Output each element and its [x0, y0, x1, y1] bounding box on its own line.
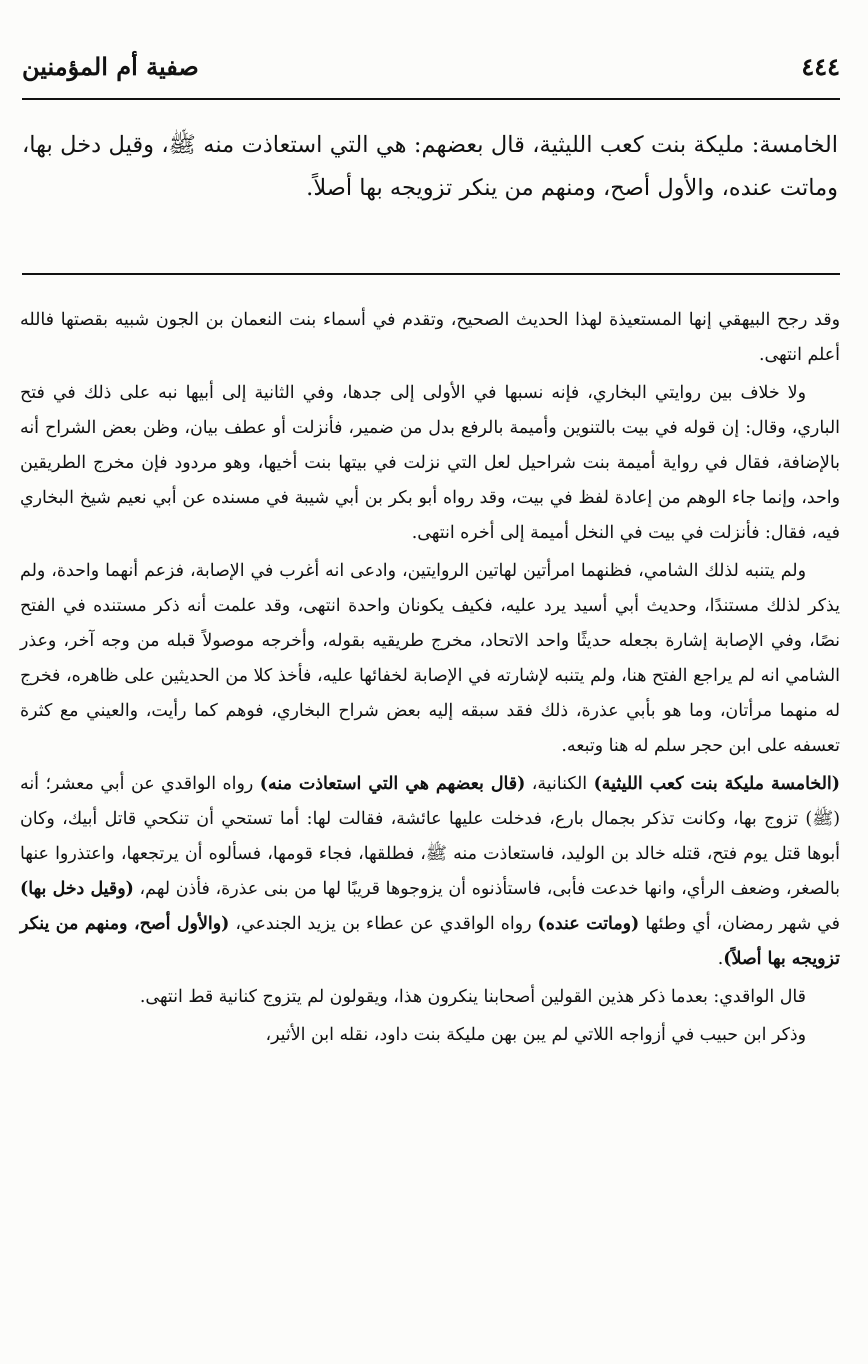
header-rule — [22, 98, 840, 100]
commentary — [20, 303, 840, 1056]
quoted-matn: (وماتت عنده) — [537, 914, 640, 934]
quoted-matn: (قال بعضهم هي التي استعاذت منه) — [259, 774, 526, 794]
commentary-text: . — [717, 949, 724, 969]
commentary-paragraph-quoted — [20, 767, 840, 977]
running-title: صفية أم المؤمنين — [22, 51, 199, 81]
commentary-text: رواه الواقدي عن عطاء بن يزيد الجندعي، — [229, 914, 538, 934]
commentary-paragraph: ولم يتنبه لذلك الشامي، فظنهما امرأتين لهاتين الروايتين، وادعى انه أغرب في الإصابة، فزعم أنهما واحدة، ولم يذكر لذلك مستندًا، وحديث أبي أسيد يرد عليه، فكيف يكونان واحدة انتهى، وقد علمت أنه ذكر مستنده في الفتح نصًا، وفي الإصابة إشارة بجعله حديثًا واحد الاتحاد، مخرج طريقيه بقوله، وأخرجه موصولاً قبله من وجه آخر، وعذر الشامي انه لم يراجع الفتح هنا، ولم يتنبه لإشارته في الإصابة لخفائها عليه، فأخذ كلا من الحديثين على ظاهره، فخرج له منهما مرأتان، وما هو بأبي عذرة، ذلك فقد سبقه إليه بعض شراح البخاري، فوهم كما رأيت، والعيني مع كثرة تعسفه على ابن حجر سلم له هنا وتبعه. — [20, 561, 840, 756]
commentary-paragraph: قال الواقدي: بعدما ذكر هذين القولين أصحابنا ينكرون هذا، ويقولون لم يتزوج كنانية قط انتهى. — [139, 987, 806, 1007]
commentary-text: الكنانية، — [525, 774, 594, 794]
commentary-text: في شهر رمضان، أي وطئها — [639, 914, 840, 934]
separator-rule — [22, 273, 840, 275]
quoted-matn: (وقيل دخل بها) — [20, 879, 134, 899]
commentary-paragraph: ولا خلاف بين روايتي البخاري، فإنه نسبها في الأولى إلى جدها، وفي الثانية إلى أبيها نبه على ذلك في فتح الباري، وقال: إن قوله في بيت بالتنوين وأميمة بالرفع بدل من ضمير، فأنزلت أو عطف بيان، وظن بعض الشراح أنه بالإضافة، فقال في رواية أميمة بنت شراحيل لعل التي نزلت في بيتها بنت أخيها، وهو مردود فإن مخرج الطريقين واحد، وإنما جاء الوهم من إعادة لفظ في بيت، وقد رواه أبو بكر بن أبي شيبة في مسنده عن أبي نعيم شيخ البخاري فيه، فقال: فأنزلت في بيت في النخل أميمة إلى أخره انتهى. — [20, 383, 840, 543]
quoted-matn: (والأول أصح، ومنهم من ينكر تزويجه بها أصلاً) — [20, 914, 840, 969]
page-header — [22, 44, 840, 88]
commentary-paragraph: وقد رجح البيهقي إنها المستعيذة لهذا الحديث الصحيح، وتقدم في أسماء بنت النعمان بن الجون شبيه بقصتها فالله أعلم انتهى. — [20, 310, 840, 365]
commentary-paragraph: وذكر ابن حبيب في أزواجه اللاتي لم يبن بهن مليكة بنت داود، نقله ابن الأثير، — [265, 1025, 806, 1045]
main-text: الخامسة: مليكة بنت كعب الليثية، قال بعضهم: هي التي استعاذت منه ﷺ، وقيل دخل بها، وماتت عنده، والأول أصح، ومنهم من ينكر تزويجه بها أصلاً. — [22, 132, 838, 201]
quoted-matn: (الخامسة مليكة بنت كعب الليثية) — [593, 774, 840, 794]
commentary-text: رواه الواقدي عن أبي معشر؛ أنه (ﷺ) تزوج بها، وكانت تذكر بجمال بارع، فدخلت عليها عائشة، فقالت لها: أما تستحي أن تنكحي قاتل أبيك، وكان أبوها قتل يوم فتح، قتله خالد بن الوليد، فاستعاذت منه ﷺ، فطلقها، فجاء قومها، فسألوه أن يرتجعها، واعتذروا عنها بالصغر، وضعف الرأي، وانها خدعت فأبى، فاستأذنوه أن يزوجوها قريبًا لها من بنى عذرة، فأذن لهم، — [20, 774, 840, 899]
page-number: ٤٤٤ — [801, 51, 840, 81]
